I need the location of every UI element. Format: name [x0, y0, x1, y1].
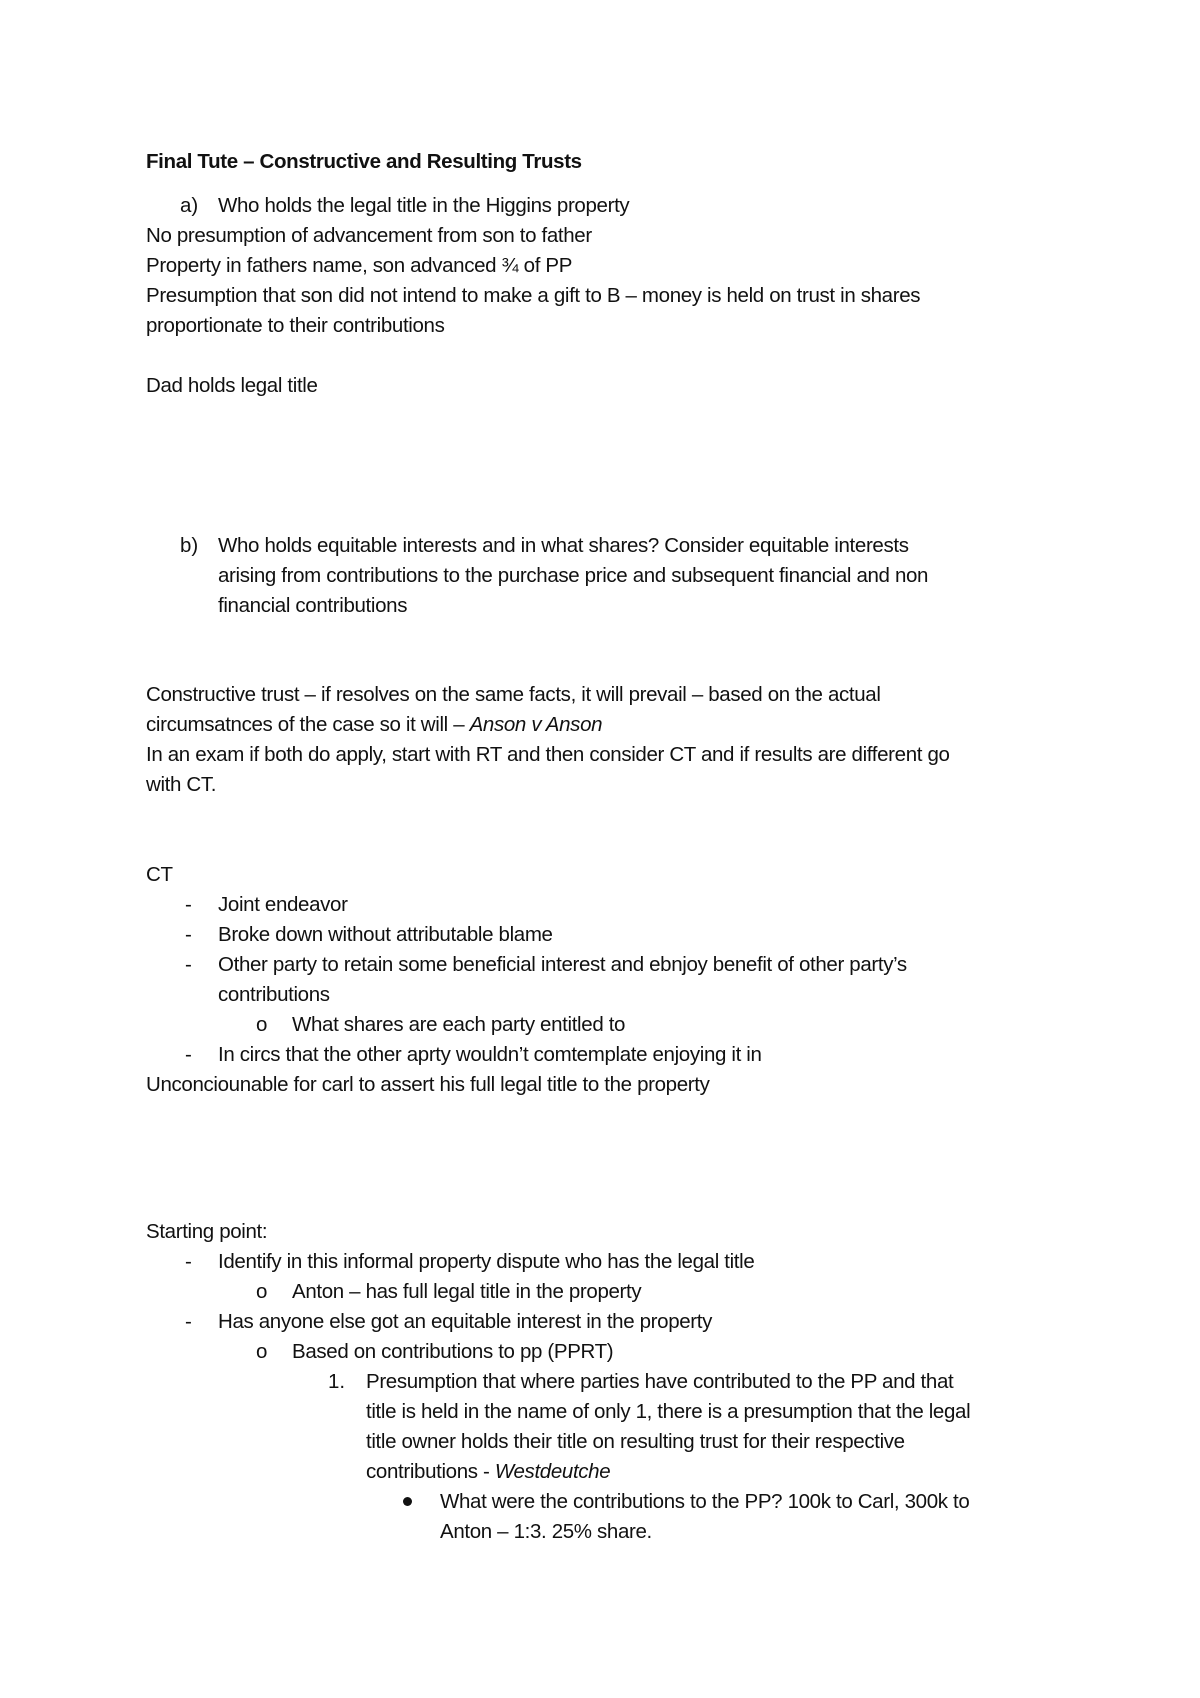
section-a-line: Property in fathers name, son advanced ¾ of PP [146, 254, 573, 277]
starting-point-subitem: Based on contributions to pp (PPRT) [292, 1340, 614, 1363]
circle-bullet: o [256, 1340, 268, 1363]
bullet-item-line: What were the contributions to the PP? 100k to Carl, 300k to [440, 1490, 970, 1513]
ct-heading: CT [146, 863, 173, 886]
section-b-marker: b) [180, 534, 199, 557]
numbered-item-line: title owner holds their title on resulting trust for their respective [366, 1430, 905, 1453]
numbered-marker: 1. [328, 1370, 346, 1393]
ct-conclusion: Unconciounable for carl to assert his full legal title to the property [146, 1073, 710, 1096]
section-b-question-line: arising from contributions to the purchase price and subsequent financial and non [218, 564, 929, 587]
ct-paragraph-text: circumsatnces of the case so it will – [146, 713, 470, 736]
filled-bullet [403, 1497, 412, 1506]
ct-list-item: Joint endeavor [218, 893, 348, 916]
ct-list-item: Broke down without attributable blame [218, 923, 553, 946]
starting-point-item: Identify in this informal property dispute who has the legal title [218, 1250, 755, 1273]
section-a-line: Presumption that son did not intend to make a gift to B – money is held on trust in shares [146, 284, 921, 307]
circle-bullet: o [256, 1280, 268, 1303]
circle-bullet: o [256, 1013, 268, 1036]
dash-bullet: - [185, 893, 192, 916]
numbered-item-line: Presumption that where parties have contributed to the PP and that [366, 1370, 954, 1393]
numbered-item-line [366, 1457, 610, 1487]
case-name-westdeutche: Westdeutche [494, 1460, 611, 1483]
numbered-item-text: contributions - [366, 1460, 495, 1483]
section-a-question: Who holds the legal title in the Higgins property [218, 194, 630, 217]
ct-list-item: In circs that the other aprty wouldn’t comtemplate enjoying it in [218, 1043, 762, 1066]
starting-point-item: Has anyone else got an equitable interest in the property [218, 1310, 713, 1333]
starting-point-subitem: Anton – has full legal title in the property [292, 1280, 642, 1303]
case-name-anson: Anson v Anson [469, 713, 603, 736]
ct-list-subitem: What shares are each party entitled to [292, 1013, 626, 1036]
ct-paragraph-line [146, 710, 602, 740]
ct-paragraph-line: Constructive trust – if resolves on the same facts, it will prevail – based on the actual [146, 683, 881, 706]
section-a-line: proportionate to their contributions [146, 314, 445, 337]
ct-paragraph-line: In an exam if both do apply, start with RT and then consider CT and if results are different go [146, 743, 950, 766]
dash-bullet: - [185, 923, 192, 946]
dash-bullet: - [185, 1310, 192, 1333]
numbered-item-line: title is held in the name of only 1, there is a presumption that the legal [366, 1400, 971, 1423]
ct-list-item: Other party to retain some beneficial interest and ebnjoy benefit of other party’s [218, 953, 907, 976]
dash-bullet: - [185, 1250, 192, 1273]
ct-paragraph-line: with CT. [146, 773, 217, 796]
section-b-question-line: Who holds equitable interests and in what shares? Consider equitable interests [218, 534, 909, 557]
bullet-item-line: Anton – 1:3. 25% share. [440, 1520, 652, 1543]
ct-list-item-continued: contributions [218, 983, 330, 1006]
section-a-marker: a) [180, 194, 199, 217]
dash-bullet: - [185, 953, 192, 976]
section-a-line: No presumption of advancement from son to father [146, 224, 592, 247]
section-b-question-line: financial contributions [218, 594, 408, 617]
section-a-conclusion: Dad holds legal title [146, 374, 318, 397]
document-title: Final Tute – Constructive and Resulting Trusts [146, 150, 582, 173]
dash-bullet: - [185, 1043, 192, 1066]
starting-point-heading: Starting point: [146, 1220, 268, 1243]
